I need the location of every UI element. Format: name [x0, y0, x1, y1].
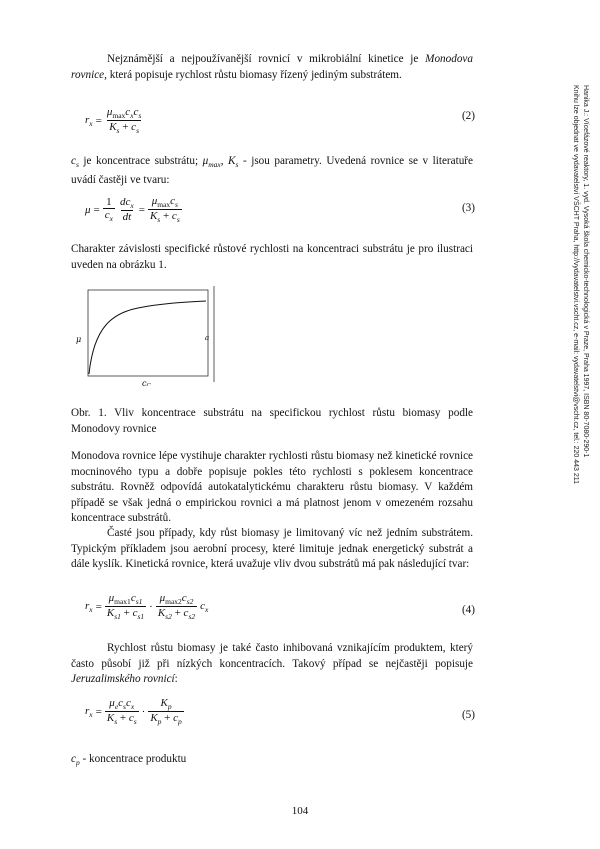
equation-3-number: (3): [461, 202, 475, 214]
figure-y-label: μ: [76, 335, 82, 344]
inhibition-paragraph: Rychlost růstu biomasy je také často inhibovaná vznikajícím produktem, který často působí již při nízkých koncentracích. Takový případ se nejčastěji popisuje Jeruzalimského rovnicí:: [71, 642, 473, 685]
figure-x-label: cC: [142, 379, 151, 386]
side-note: [571, 85, 590, 484]
figure-side-label: a: [205, 334, 210, 342]
equation-4-number: (4): [461, 604, 475, 616]
equation-4: $r_x$ = $\mu_{max1}c_{s1}$ $K_{s1} + c_{s1}$ · $\mu_{max2}c_{s2}$ $K_{s2} + c_{s2}$ $c_x$ (4): [85, 592, 475, 622]
character-paragraph: Charakter závislosti specifické růstové rychlosti na koncentraci substrátu je pro ilustraci uveden na obrázku 1.: [71, 243, 473, 271]
parameters-paragraph: $c_s$ je koncentrace substrátu; $\mu_{max}$, $K_s$ - jsou parametry. Uvedená rovnice se v literatuře uvádí častěji ve tvaru:: [71, 155, 473, 186]
equation-5-number: (5): [461, 709, 475, 721]
figure-frame: [88, 290, 208, 376]
equation-2-number: (2): [461, 110, 475, 122]
monod-equation-name: Monodova rovnice,: [71, 53, 473, 81]
intro-paragraph: Nejznámější a nejpoužívanější rovnicí v mikrobiální kinetice je Monodova rovnice, která popisuje rychlost růstu biomasy řízený jediným substrátem.: [71, 53, 473, 81]
monod-curve-figure: [68, 286, 216, 386]
figure-caption: Obr. 1. Vliv koncentrace substrátu na specifickou rychlost růstu biomasy podle Monodovy rovnice: [71, 407, 473, 435]
product-concentration-line: $c_p$ - koncentrace produktu: [71, 753, 187, 768]
equation-3: μ = $\frac{1}{c_x}$ $dc_x$ dt = $\mu_{max}c_s$ $K_s + c_s$ (3): [85, 195, 475, 225]
equation-5: $r_x$ = $\mu_ec_sc_x$ $K_s + c_s$ · $K_p$ $K_p + c_p$ (5): [85, 697, 475, 727]
side-note-line-2: Knihu lze objednat ve vydavatelství VŠCHT Praha, http://vydavatelstvi.vscht.cz, e-mail: vydavatelstvi@vscht.cz, tel.: 220 443 211: [572, 85, 580, 485]
page-number: 104: [291, 805, 309, 817]
monod-curve: [89, 301, 206, 374]
side-note-line-1: Hanika J.: Vícefázové reaktory, 1. vyd. Vysoká škola chemicko-technologická v Praze, Praha 1997, ISBN 80-7080-290-1: [582, 85, 589, 458]
jeruzalimsky-equation-name: Jeruzalimského rovnicí: [71, 673, 175, 685]
multiple-substrates-paragraph: Časté jsou případy, kdy růst biomasy je limitovaný víc než jedním substrátem. Typickým příkladem jsou aerobní procesy, které limituje jednak energetický substrát a dále kyslík. Kinetická rovnice, která uvažuje vliv dvou substrátů má pak následující tvar:: [71, 527, 473, 570]
monod-better-paragraph: Monodova rovnice lépe vystihuje charakter rychlosti růstu biomasy než kinetické rovnice mocninového typu a dobře popisuje pokles této rychlosti s poklesem koncentrace substrátu. Rovněž odpovídá autokatalytickému charakteru růstu biomasy. V každém případě se však jedná o empirickou rovnici a má platnost jenom v omezeném rozsahu koncentrace substrátů.: [71, 450, 473, 524]
equation-2: $r_x$ = $\mu_{max}c_xc_s$ $K_s + c_s$ (2): [85, 106, 475, 136]
